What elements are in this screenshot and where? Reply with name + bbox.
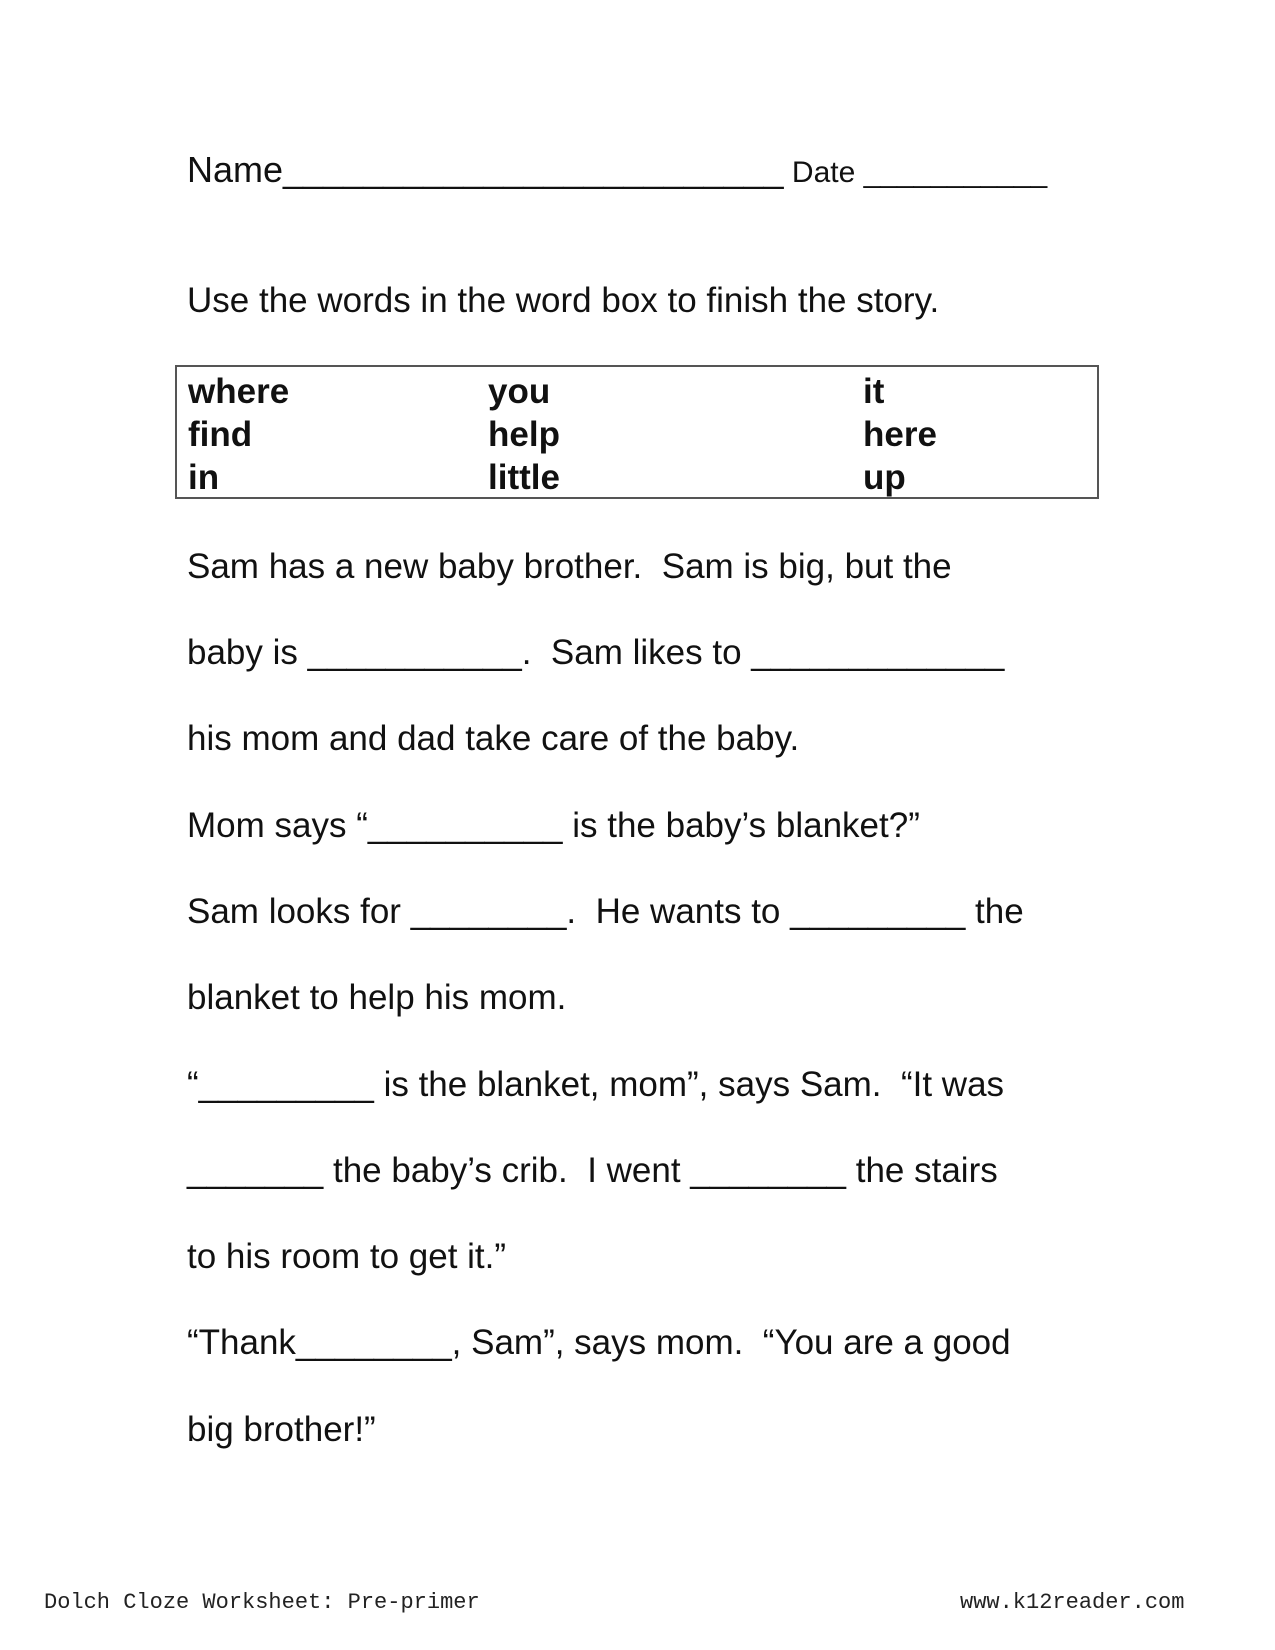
word-box-word: little [488,458,560,497]
story-line: big brother!” [187,1410,376,1449]
word-box-word: up [863,458,906,497]
story-line: Sam looks for ________. He wants to _________ the [187,892,1024,931]
name-label: Name_________________________ [187,149,784,190]
word-box-word: find [188,415,253,454]
story-line: baby is ___________. Sam likes to _____________ [187,633,1005,672]
story-line: blanket to help his mom. [187,978,567,1017]
instructions: Use the words in the word box to finish the story. [187,281,940,320]
word-box-word: in [188,458,220,497]
story-line: _______ the baby’s crib. I went ________ the stairs [187,1151,998,1190]
word-box-word: where [188,372,290,411]
date-label: Date ___________ [783,156,1048,189]
word-box-word: help [488,415,560,454]
story-line: his mom and dad take care of the baby. [187,719,800,758]
footer-url: www.k12reader.com [960,1590,1185,1615]
word-box-word: you [488,372,551,411]
footer-title: Dolch Cloze Worksheet: Pre-primer [44,1590,480,1615]
word-box-word: here [863,415,937,454]
story-line: “Thank________, Sam”, says mom. “You are a good [187,1323,1011,1362]
word-box-word: it [863,372,885,411]
story-line: Sam has a new baby brother. Sam is big, but the [187,547,952,586]
story-line: to his room to get it.” [187,1237,507,1276]
story-line: “_________ is the blanket, mom”, says Sam. “It was [187,1065,1005,1104]
name-date-header [187,150,1047,193]
word-box [175,365,1099,499]
story-line: Mom says “__________ is the baby’s blanket?” [187,806,920,845]
